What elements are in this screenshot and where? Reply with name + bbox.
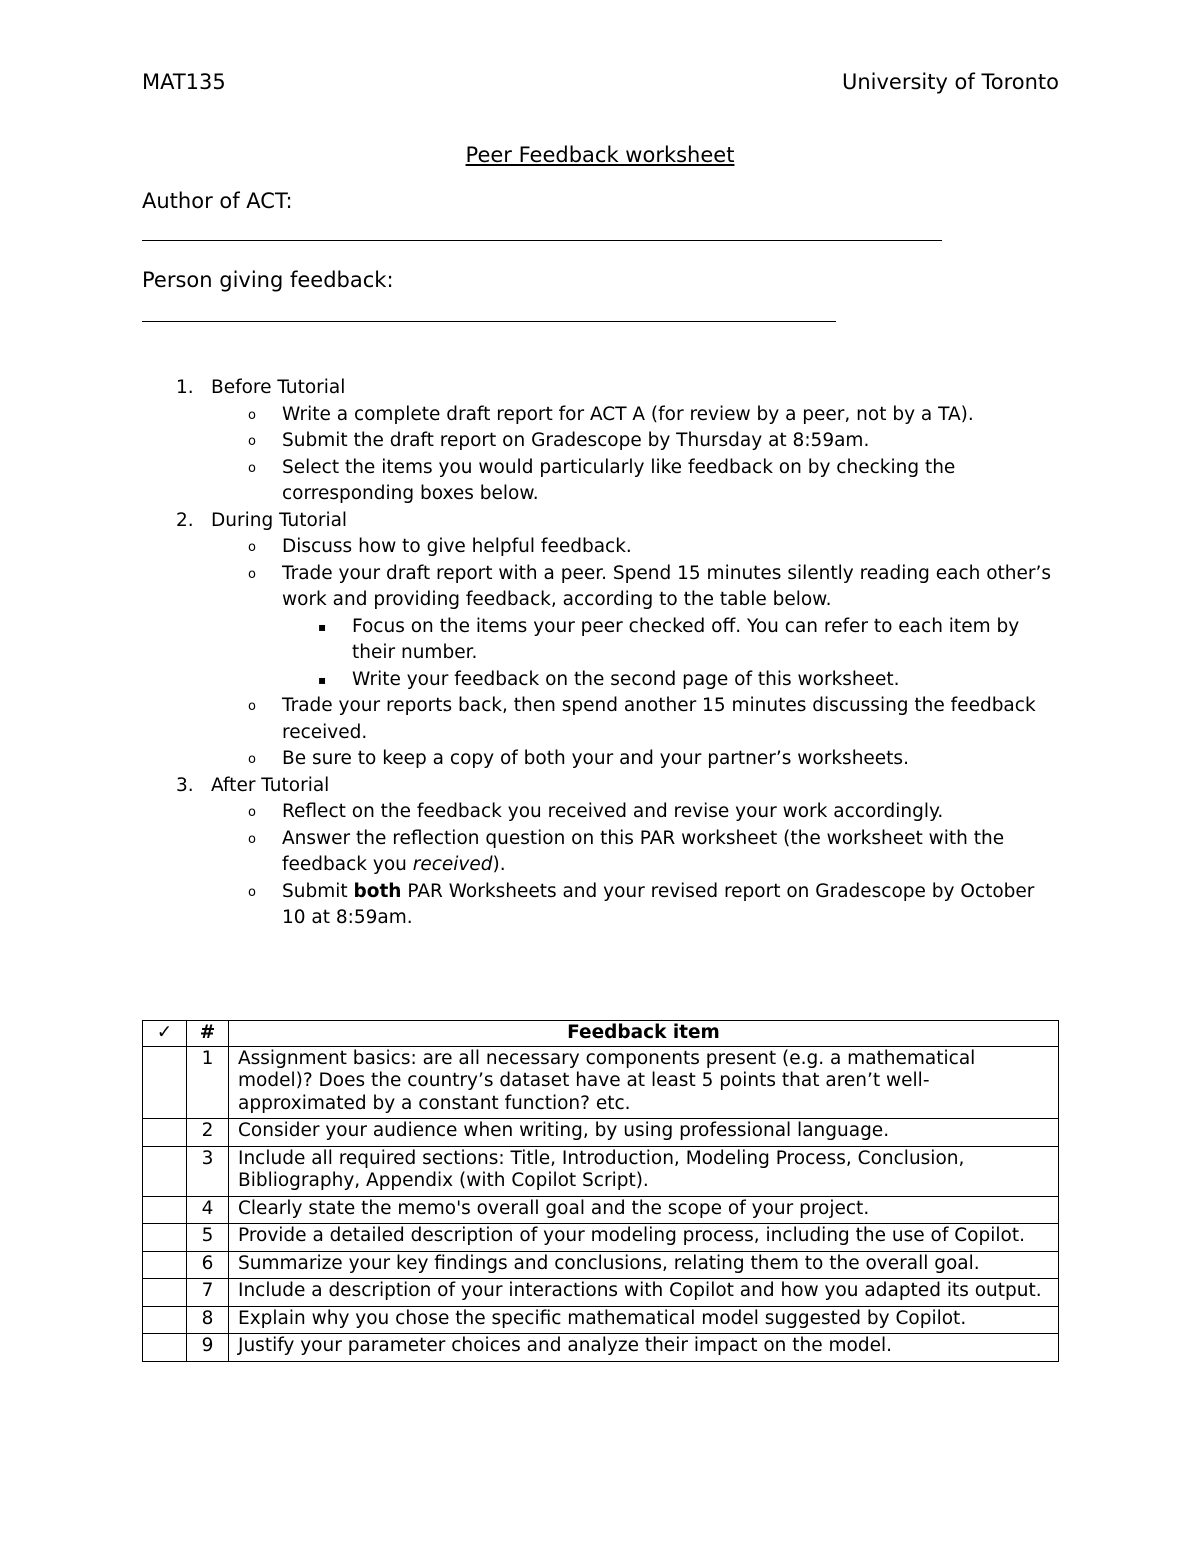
list-number: 2. xyxy=(176,509,194,531)
checkbox-cell[interactable] xyxy=(143,1224,187,1252)
list-item: ▪ Write your feedback on the second page of this worksheet. xyxy=(0,667,1200,694)
checkbox-cell[interactable] xyxy=(143,1279,187,1307)
checkbox-cell[interactable] xyxy=(143,1119,187,1147)
checkbox-cell[interactable] xyxy=(143,1046,187,1119)
table-row xyxy=(143,1224,1059,1252)
page-title: Peer Feedback worksheet xyxy=(465,143,735,167)
table-header-row xyxy=(143,1021,1059,1047)
instructions-list xyxy=(0,375,1200,932)
list-item: o Discuss how to give helpful feedback. xyxy=(0,534,1200,561)
feedback-item-text: Include all required sections: Title, Introduction, Modeling Process, Conclusion, Bibliography, Appendix (with Copilot Script). xyxy=(229,1146,1059,1196)
course-code: MAT135 xyxy=(142,70,226,94)
list-item: o Trade your draft report with a peer. Spend 15 minutes silently reading each other’s work and providing feedback, according to the table below. xyxy=(248,562,1052,610)
table-row xyxy=(143,1334,1059,1362)
square-bullet-icon: ▪ xyxy=(318,619,327,634)
checkbox-cell[interactable] xyxy=(143,1251,187,1279)
circle-bullet-icon: o xyxy=(248,884,256,900)
feedback-item-text: Justify your parameter choices and analyze their impact on the model. xyxy=(229,1334,1059,1362)
circle-bullet-icon: o xyxy=(248,566,256,582)
item-number: 5 xyxy=(187,1224,229,1252)
feedback-item-text: Provide a detailed description of your modeling process, including the use of Copilot. xyxy=(229,1224,1059,1252)
feedback-item-text: Consider your audience when writing, by using professional language. xyxy=(229,1119,1059,1147)
table-row xyxy=(143,1119,1059,1147)
item-number: 3 xyxy=(187,1146,229,1196)
table-row xyxy=(143,1251,1059,1279)
list-item: o Be sure to keep a copy of both your and your partner’s worksheets. xyxy=(0,746,1200,773)
list-item xyxy=(0,773,1200,800)
item-number: 7 xyxy=(187,1279,229,1307)
author-blank-line[interactable] xyxy=(142,240,942,241)
item-number: 9 xyxy=(187,1334,229,1362)
author-label: Author of ACT: xyxy=(142,189,293,213)
circle-bullet-icon: o xyxy=(248,434,256,449)
check-column-header: ✓ xyxy=(143,1021,187,1047)
circle-bullet-icon: o xyxy=(248,540,256,555)
item-number: 2 xyxy=(187,1119,229,1147)
list-item: ▪ Focus on the items your peer checked off. You can refer to each item by their number. xyxy=(318,615,1020,663)
section-heading: After Tutorial xyxy=(211,774,330,796)
checkbox-cell[interactable] xyxy=(143,1306,187,1334)
circle-bullet-icon: o xyxy=(248,805,256,820)
number-column-header: # xyxy=(187,1021,229,1047)
list-item: o Submit both PAR Worksheets and your revised report on Gradescope by October 10 at 8:59am. xyxy=(248,880,1035,928)
person-label: Person giving feedback: xyxy=(142,268,394,292)
circle-bullet-icon: o xyxy=(248,831,256,847)
list-item xyxy=(0,508,1200,535)
feedback-item-text: Summarize your key findings and conclusions, relating them to the overall goal. xyxy=(229,1251,1059,1279)
list-item: o Submit the draft report on Gradescope by Thursday at 8:59am. xyxy=(0,428,1200,455)
list-number: 1. xyxy=(176,377,194,398)
feedback-item-text: Include a description of your interactions with Copilot and how you adapted its output. xyxy=(229,1279,1059,1307)
list-item xyxy=(0,375,1200,402)
checkbox-cell[interactable] xyxy=(143,1146,187,1196)
feedback-item-text: Explain why you chose the specific mathematical model suggested by Copilot. xyxy=(229,1306,1059,1334)
item-number: 6 xyxy=(187,1251,229,1279)
circle-bullet-icon: o xyxy=(248,407,256,423)
person-blank-line[interactable] xyxy=(142,321,836,322)
table-row xyxy=(143,1306,1059,1334)
square-bullet-icon: ▪ xyxy=(318,672,327,687)
list-number: 3. xyxy=(176,774,194,796)
list-item: o Select the items you would particularly like feedback on by checking the corresponding boxes below. xyxy=(248,456,956,504)
feedback-item-text: Clearly state the memo's overall goal and the scope of your project. xyxy=(229,1196,1059,1224)
table-row xyxy=(143,1196,1059,1224)
feedback-item-column-header: Feedback item xyxy=(229,1021,1059,1047)
feedback-table xyxy=(142,1020,1059,1362)
item-number: 8 xyxy=(187,1306,229,1334)
item-number: 4 xyxy=(187,1196,229,1224)
section-heading: Before Tutorial xyxy=(211,377,346,398)
checkbox-cell[interactable] xyxy=(143,1196,187,1224)
list-item: o Write a complete draft report for ACT A (for review by a peer, not by a TA). xyxy=(0,402,1200,429)
item-number: 1 xyxy=(187,1046,229,1119)
table-row xyxy=(143,1279,1059,1307)
table-row xyxy=(143,1146,1059,1196)
university-name: University of Toronto xyxy=(841,70,1059,94)
list-item: o Trade your reports back, then spend another 15 minutes discussing the feedback received. xyxy=(248,695,1036,743)
list-item: o Answer the reflection question on this PAR worksheet (the worksheet with the feedback you received). xyxy=(248,827,1005,875)
section-heading: During Tutorial xyxy=(211,509,348,531)
table-row xyxy=(143,1046,1059,1119)
circle-bullet-icon: o xyxy=(248,699,256,714)
checkbox-cell[interactable] xyxy=(143,1334,187,1362)
circle-bullet-icon: o xyxy=(248,752,256,767)
feedback-item-text: Assignment basics: are all necessary components present (e.g. a mathematical model)? Does the country’s dataset have at least 5 points that aren’t well-approximated by a constant function? etc. xyxy=(229,1046,1059,1119)
list-item: o Reflect on the feedback you received and revise your work accordingly. xyxy=(0,799,1200,826)
circle-bullet-icon: o xyxy=(248,460,256,476)
